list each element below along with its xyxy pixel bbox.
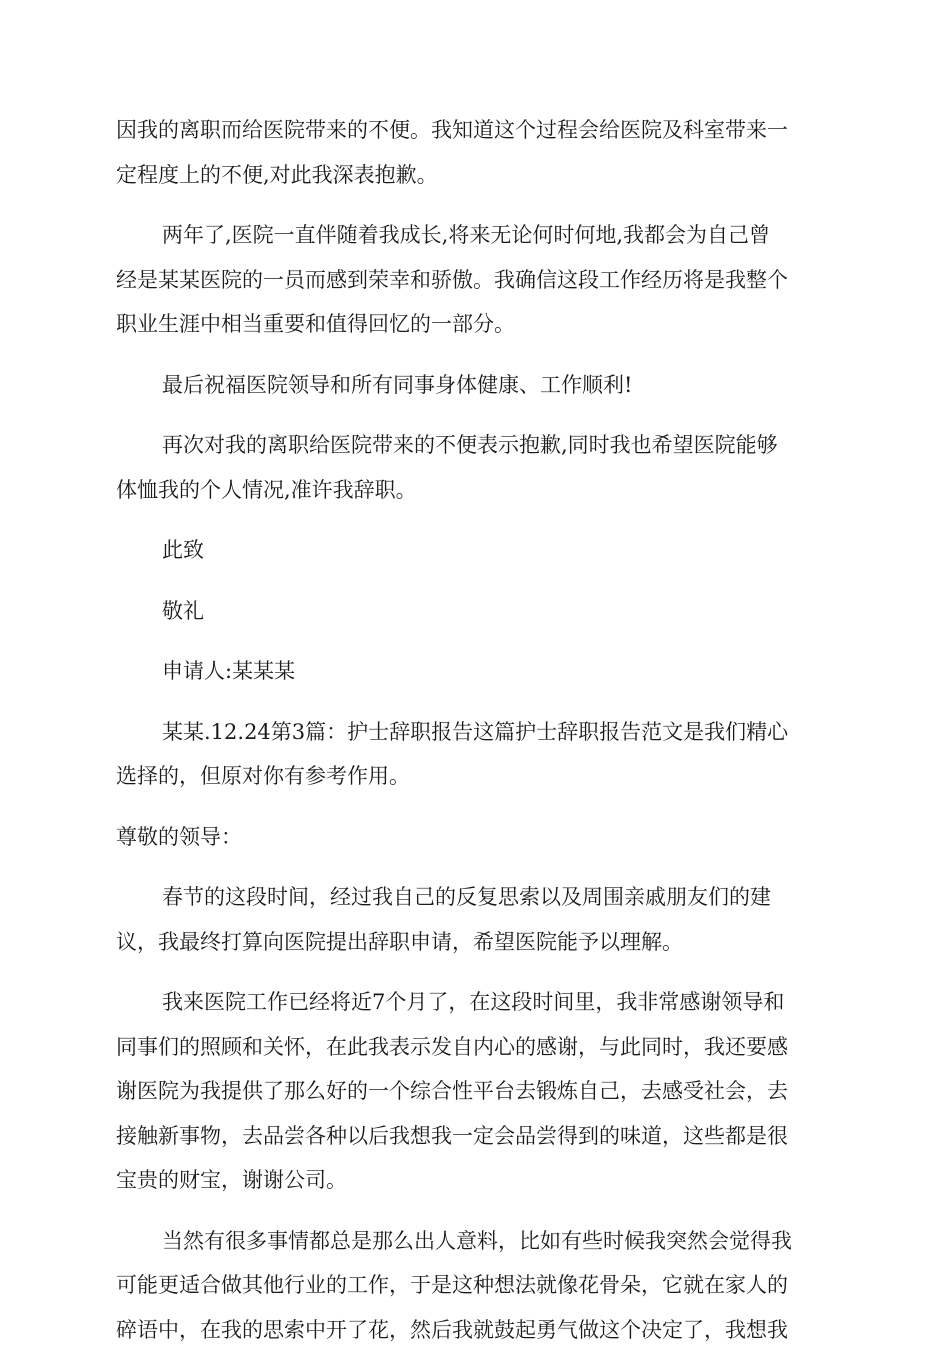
text-line: 某某.12.24第3篇：护士辞职报告这篇护士辞职报告范文是我们精心 bbox=[162, 719, 789, 744]
paragraph bbox=[116, 815, 836, 860]
paragraph bbox=[116, 980, 836, 1203]
paragraph bbox=[116, 363, 836, 408]
text-line: 尊敬的领导： bbox=[116, 824, 242, 849]
text-line: 议，我最终打算向医院提出辞职申请，希望医院能予以理解。 bbox=[116, 929, 683, 954]
text-line: 此致 bbox=[162, 538, 204, 562]
text-line: 宝贵的财宝，谢谢公司。 bbox=[116, 1168, 347, 1192]
text-line: 当然有很多事情都总是那么出人意料，比如有些时候我突然会觉得我 bbox=[162, 1228, 792, 1253]
paragraph bbox=[116, 589, 836, 634]
text-line: 谢医院为我提供了那么好的一个综合性平台去锻炼自己，去感受社会，去 bbox=[116, 1079, 788, 1103]
text-line: 体恤我的个人情况,准许我辞职。 bbox=[116, 477, 417, 502]
text-line: 春节的这段时间，经过我自己的反复思索以及周围亲戚朋友们的建 bbox=[162, 885, 771, 909]
text-line: 选择的，但原对你有参考作用。 bbox=[116, 764, 410, 788]
text-line: 敬礼 bbox=[162, 598, 204, 623]
text-line: 申请人:某某某 bbox=[162, 659, 296, 683]
text-line: 碎语中，在我的思索中开了花，然后我就鼓起勇气做这个决定了，我想我 bbox=[116, 1317, 788, 1342]
text-line: 我来医院工作已经将近7个月了，在这段时间里，我非常感谢领导和 bbox=[162, 990, 785, 1014]
paragraph bbox=[116, 108, 836, 197]
paragraph bbox=[116, 649, 836, 694]
text-line: 可能更适合做其他行业的工作，于是这种想法就像花骨朵，它就在家人的 bbox=[116, 1273, 788, 1297]
text-line: 最后祝福医院领导和所有同事身体健康、工作顺利! bbox=[162, 372, 633, 397]
text-line: 同事们的照顾和关怀，在此我表示发自内心的感谢，与此同时，我还要感 bbox=[116, 1034, 788, 1059]
paragraph bbox=[116, 213, 836, 347]
text-line: 定程度上的不便,对此我深表抱歉。 bbox=[116, 162, 438, 187]
text-line: 职业生涯中相当重要和值得回忆的一部分。 bbox=[116, 312, 515, 336]
paragraph bbox=[116, 710, 836, 799]
paragraph bbox=[116, 1219, 836, 1353]
text-line: 再次对我的离职给医院带来的不便表示抱歉,同时我也希望医院能够 bbox=[162, 433, 778, 457]
paragraph bbox=[116, 423, 836, 512]
text-line: 接触新事物，去品尝各种以后我想我一定会品尝得到的味道，这些都是很 bbox=[116, 1123, 788, 1148]
paragraph bbox=[116, 528, 836, 573]
text-line: 两年了,医院一直伴随着我成长,将来无论何时何地,我都会为自己曾 bbox=[162, 223, 771, 247]
document-body bbox=[116, 108, 836, 1368]
text-line: 经是某某医院的一员而感到荣幸和骄傲。我确信这段工作经历将是我整个 bbox=[116, 267, 788, 292]
paragraph bbox=[116, 875, 836, 964]
text-line: 因我的离职而给医院带来的不便。我知道这个过程会给医院及科室带来一 bbox=[116, 118, 788, 142]
